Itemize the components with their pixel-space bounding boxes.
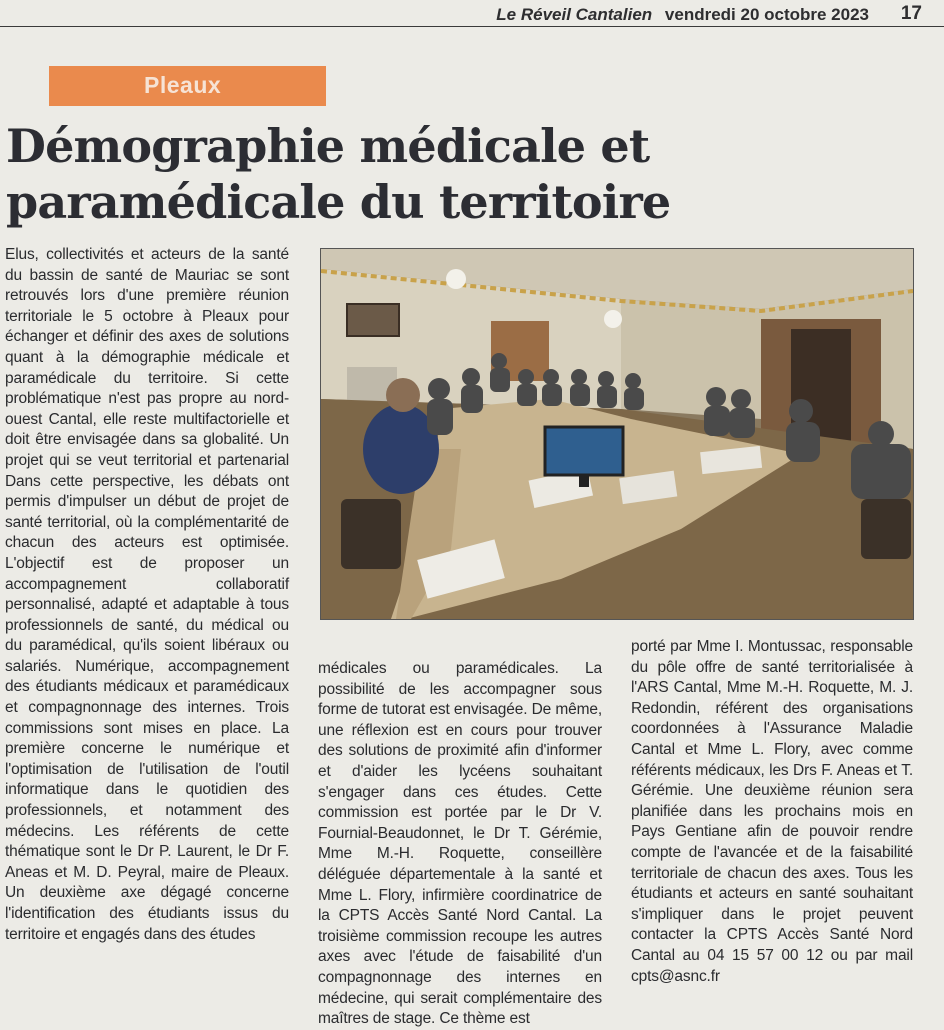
masthead <box>0 0 944 27</box>
meeting-photo-illustration <box>321 249 913 619</box>
masthead-info <box>496 5 869 25</box>
newspaper-name: Le Réveil Cantalien <box>496 5 653 24</box>
rubric-label: Pleaux <box>144 72 222 98</box>
article-column-3: porté par Mme I. Montussac, responsable du pôle offre de santé territorialisée à l'ARS Cantal, Mme M.-H. Roquette, M. J. Redondin, référent des organisations coordonnées à l'Assurance Maladie Cantal et Mme L. Flory, avec comme référents médicaux, les Drs F. Aneas et T. Gérémie. Une deuxième réunion sera planifiée dans les prochains mois en Pays Gentiane afin de pouvoir rendre compte de l'avancée et de la faisabilité territoriale de chacun des axes. Tous les étudiants et acteurs en santé souhaitant s'impliquer dans le projet peuvent contacter la CPTS Accès Santé Nord Cantal au 04 15 57 00 12 ou par mail cpts@asnc.fr <box>631 638 913 985</box>
article-column-2: médicales ou paramédicales. La possibilité de les accompagner sous forme de tutorat est envisagée. De même, une réflexion est en cours pour trouver des solutions de proximité afin d'informer et d'aider les lycéens souhaitant s'engager dans ces études. Cette commission est portée par le Dr V. Fournial-Beaudonnet, le Dr T. Gérémie, Mme M.-H. Roquette, conseillère déléguée départementale à la santé et Mme L. Flory, infirmière coordinatrice de la CPTS Accès Santé Nord Cantal. La troisième commission recoupe les autres axes avec l'étude de faisabilité d'un compagnonnage des internes en médecine, qui serait complémentaire des maîtres de stage. Ce thème est <box>318 660 602 1028</box>
article-headline: Démographie médicale et paramédicale du territoire <box>6 119 671 229</box>
page-number: 17 <box>900 3 922 24</box>
meeting-photo <box>320 248 914 620</box>
article-column-1: Elus, collectivités et acteurs de la santé du bassin de santé de Mauriac se sont retrouvés lors d'une première réunion territoriale le 5 octobre à Pleaux pour échanger et définir des axes de solutions quant à la démographie médicale et paramédicale du territoire. Si cette problématique n'est pas propre au nord-ouest Cantal, elle reste multifactorielle et doit être envisagée dans sa globalité. Un projet qui se veut territorial et partenarial Dans cette perspective, les débats ont permis d'impulser un début de projet de santé territorial, où la complémentarité de chacun des acteurs est optimisée. L'objectif est de proposer un accompagnement collaboratif personnalisé, adapté et adaptable à tous professionnels de santé, du médical ou du paramédical, qu'ils soient libéraux ou salariés. Numérique, accompagnement des étudiants médicaux et paramédicaux et compagnonnage des internes. Trois commissions sont mises en place. La première concerne le numérique et l'optimisation de l'utilisation de l'outil informatique dans le quotidien des professionnels, et notamment des médecins. Les référents de cette thématique sont le Dr P. Laurent, le Dr F. Aneas et M. D. Peyral, maire de Pleaux. Un deuxième axe dégagé concerne l'identification des étudiants issus du territoire et engagés dans des études <box>5 246 289 943</box>
section-rubric <box>49 66 326 106</box>
publication-date: vendredi 20 octobre 2023 <box>664 5 869 24</box>
